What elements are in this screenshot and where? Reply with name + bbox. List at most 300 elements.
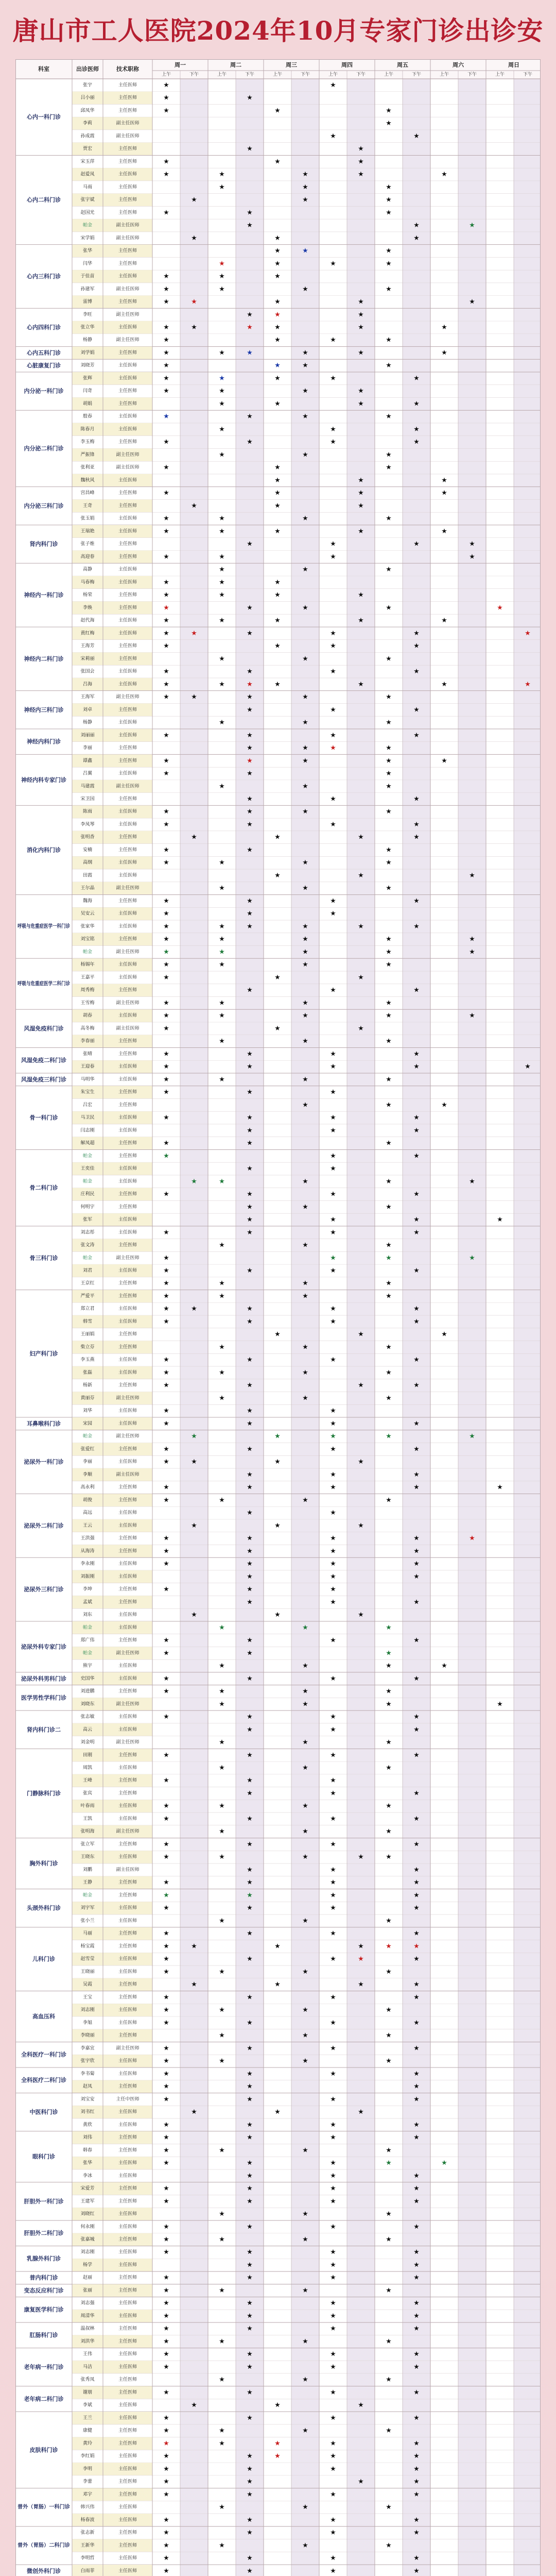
clinic-star: ★ [302,719,308,727]
clinic-star: ★ [386,260,392,268]
clinic-star: ★ [386,2503,392,2512]
doctor-rank: 主任医师 [118,197,137,203]
clinic-star: ★ [386,2146,392,2155]
clinic-star: ★ [247,1165,253,1173]
clinic-star: ★ [413,374,420,382]
clinic-star: ★ [330,2019,336,2027]
doctor-rank: 主任医师 [118,2504,137,2510]
doctor-name: 张宇斌 [80,197,95,203]
clinic-star: ★ [413,1815,420,1823]
clinic-star: ★ [163,1534,169,1543]
clinic-star: ★ [302,1279,308,1287]
clinic-star: ★ [386,770,392,778]
clinic-star: ★ [163,770,169,778]
doctor-name: 杨静 [82,720,93,725]
clinic-star: ★ [274,2452,281,2461]
clinic-star: ★ [219,2503,225,2512]
header-day: 周三 [286,61,297,69]
doctor-rank: 主任医师 [118,376,137,381]
dept-label: 呼吸与危重症医学一科门诊 [18,923,79,929]
clinic-star: ★ [163,1547,169,1555]
clinic-star: ★ [441,476,447,484]
clinic-star: ★ [302,2006,308,2014]
doctor-rank: 主任医师 [118,1994,137,2000]
clinic-star: ★ [497,1700,503,1708]
dept-label: 神经内科专家门诊 [21,776,66,784]
clinic-star: ★ [302,1687,308,1696]
doctor-rank: 主任医师 [118,2517,137,2523]
clinic-star: ★ [274,973,281,981]
clinic-star: ★ [247,2529,253,2537]
doctor-rank: 主任医师 [118,1230,137,1235]
doctor-rank: 主任医师 [118,2211,137,2217]
dept-label: 全科医疗二科门诊 [21,2077,66,2084]
clinic-star: ★ [386,948,392,956]
clinic-star: ★ [163,1483,169,1492]
clinic-star: ★ [274,578,281,586]
clinic-star: ★ [358,1330,364,1338]
doctor-rank: 主任医师 [118,1905,137,1911]
dept-label: 泌尿外科男科门诊 [21,1675,66,1682]
doctor-name: 张华 [82,248,93,254]
doctor-name: 王兰 [82,2415,93,2421]
clinic-star: ★ [247,1955,253,1963]
clinic-star: ★ [219,527,225,535]
doctor-rank: 副主任医师 [116,312,140,317]
clinic-star: ★ [163,1713,169,1721]
header-pm: 下午 [467,72,477,77]
clinic-star: ★ [302,1968,308,1976]
clinic-star: ★ [247,2350,253,2359]
doctor-name: 帕金 [82,1179,93,1184]
clinic-star: ★ [386,935,392,943]
clinic-star: ★ [386,2057,392,2065]
doctor-rank: 主任医师 [118,1510,137,1516]
clinic-star: ★ [274,464,281,472]
doctor-rank: 主任医师 [118,325,137,330]
dept-label: 门静脉科门诊 [27,1790,61,1797]
clinic-star: ★ [413,2223,420,2231]
dept-label: 老年病一科门诊 [24,2363,64,2370]
clinic-star: ★ [302,744,308,752]
doctor-name: 马洁 [82,2364,93,2370]
clinic-star: ★ [274,336,281,344]
doctor-name: 温叔林 [80,2326,95,2332]
clinic-star: ★ [163,2248,169,2257]
clinic-star: ★ [441,1330,447,1338]
doctor-rank: 主任医师 [118,1281,137,1286]
clinic-star: ★ [274,871,281,879]
clinic-star: ★ [302,1394,308,1402]
doctor-rank: 主任医师 [118,1179,137,1184]
doctor-name: 叶春雨 [80,1803,95,1809]
dept-label: 泌尿外科专家门诊 [21,1643,66,1650]
doctor-name: 帕金 [82,1650,93,1656]
clinic-star: ★ [413,2172,420,2180]
clinic-star: ★ [163,94,169,102]
doctor-rank: 主任医师 [118,1217,137,1223]
doctor-name: 赵爱凤 [80,172,95,177]
clinic-star: ★ [247,2197,253,2206]
clinic-star: ★ [191,1611,197,1619]
clinic-star: ★ [163,158,169,166]
doctor-rank: 副主任医师 [116,1650,140,1656]
header-pm: 下午 [523,72,533,77]
clinic-star: ★ [163,2082,169,2091]
clinic-star: ★ [413,2095,420,2104]
clinic-star: ★ [386,2337,392,2346]
clinic-star: ★ [247,1139,253,1147]
doctor-name: 吕翼 [82,771,93,776]
clinic-star: ★ [302,961,308,969]
doctor-name: 杨静 [82,337,93,343]
clinic-star: ★ [386,1968,392,1976]
clinic-star: ★ [358,298,364,306]
clinic-star: ★ [358,973,364,981]
doctor-rank: 主任医师 [118,2300,137,2306]
clinic-star: ★ [163,2070,169,2078]
doctor-name: 马明华 [80,1077,95,1082]
clinic-star: ★ [386,1037,392,1045]
doctor-name: 张宇欣 [80,2058,95,2064]
clinic-star: ★ [413,400,420,408]
clinic-star: ★ [413,1126,420,1134]
clinic-star: ★ [163,922,169,930]
clinic-star: ★ [163,1317,169,1326]
clinic-star: ★ [413,2388,420,2397]
doctor-rank: 主任医师 [118,873,137,878]
dept-label: 泌尿外三科门诊 [24,1586,64,1593]
clinic-star: ★ [302,1101,308,1109]
clinic-star: ★ [330,2490,336,2499]
doctor-rank: 主任医师 [118,1192,137,1197]
clinic-star: ★ [413,2312,420,2320]
doctor-rank: 主任医师 [118,1880,137,1886]
clinic-star: ★ [413,1560,420,1568]
doctor-name: 张丽 [82,2287,93,2293]
doctor-name: 吴安云 [80,911,95,917]
clinic-star: ★ [413,986,420,994]
clinic-star: ★ [191,1305,197,1313]
dept-label: 妇产科门诊 [29,1350,58,1357]
doctor-name: 宋玉萍 [80,159,95,164]
clinic-star: ★ [247,731,253,739]
clinic-star: ★ [386,464,392,472]
clinic-star: ★ [441,349,447,357]
doctor-rank: 主任医师 [118,2033,137,2039]
dept-label: 中医科门诊 [29,2109,58,2116]
doctor-rank: 主任医师 [118,1778,137,1784]
doctor-rank: 主任医师 [118,2326,137,2332]
clinic-star: ★ [247,2019,253,2027]
doctor-name: 安楠 [82,847,93,853]
doctor-rank: 主任医师 [118,1892,137,1898]
clinic-star: ★ [386,183,392,191]
doctor-rank: 主任医师 [118,427,137,432]
clinic-star: ★ [163,2057,169,2065]
doctor-name: 刘书红 [80,2109,95,2115]
clinic-star: ★ [330,2248,336,2257]
clinic-star: ★ [247,540,253,548]
doctor-name: 王凯 [82,1816,93,1822]
doctor-rank: 主任医师 [118,1077,137,1082]
clinic-star: ★ [247,1674,253,1683]
clinic-star: ★ [247,820,253,828]
doctor-rank: 副主任医师 [116,452,140,457]
clinic-star: ★ [163,2121,169,2129]
clinic-star: ★ [469,553,475,561]
clinic-star: ★ [302,604,308,612]
clinic-star: ★ [219,2427,225,2435]
clinic-star: ★ [413,1840,420,1849]
clinic-star: ★ [274,107,281,115]
doctor-name: 李顺 [82,1472,93,1478]
clinic-star: ★ [302,2031,308,2040]
clinic-star: ★ [330,2261,336,2269]
clinic-star: ★ [330,1407,336,1415]
doctor-name: 张宇 [82,82,93,88]
clinic-star: ★ [469,1012,475,1020]
clinic-star: ★ [219,2146,225,2155]
doctor-rank: 主任医师 [118,2122,137,2128]
doctor-name: 韩春 [82,2147,93,2153]
doctor-rank: 主任医师 [118,847,137,853]
clinic-star: ★ [219,1917,225,1925]
doctor-name: 刘华 [82,1408,93,1414]
doctor-name: 白雨菲 [80,2568,95,2574]
clinic-star: ★ [302,2376,308,2384]
doctor-name: 孟斌 [82,1599,93,1605]
doctor-rank: 主任医师 [118,261,137,266]
clinic-star: ★ [386,1075,392,1083]
clinic-star: ★ [247,1228,253,1236]
doctor-name: 王丽娟 [80,1332,95,1337]
doctor-name: 帕金 [82,949,93,955]
doctor-rank: 主任医师 [118,2109,137,2115]
clinic-star: ★ [413,1445,420,1453]
dept-label: 皮肤科门诊 [29,2446,58,2453]
doctor-name: 李明 [82,2466,93,2472]
clinic-star: ★ [302,183,308,191]
clinic-star: ★ [441,2159,447,2167]
clinic-star: ★ [247,770,253,778]
clinic-star: ★ [386,1254,392,1262]
doctor-rank: 主任医师 [118,2084,137,2090]
doctor-rank: 主任医师 [118,911,137,917]
clinic-star: ★ [163,1381,169,1389]
clinic-star: ★ [330,2133,336,2142]
clinic-star: ★ [163,2516,169,2524]
clinic-star: ★ [274,617,281,625]
clinic-star: ★ [413,234,420,242]
doctor-rank: 主任医师 [118,1574,137,1580]
clinic-star: ★ [163,1904,169,1912]
clinic-star: ★ [386,1496,392,1504]
clinic-star: ★ [330,2223,336,2231]
clinic-star: ★ [469,1254,475,1262]
clinic-star: ★ [330,2121,336,2129]
doctor-rank: 主任医师 [118,2071,137,2077]
clinic-star: ★ [247,2363,253,2371]
clinic-star: ★ [413,1993,420,2002]
doctor-name: 帕金 [82,1255,93,1261]
clinic-star: ★ [219,451,225,459]
doctor-name: 张辉 [82,376,93,381]
clinic-star: ★ [219,961,225,969]
clinic-star: ★ [330,1585,336,1594]
clinic-star: ★ [386,413,392,421]
clinic-star: ★ [163,1279,169,1287]
clinic-star: ★ [163,1063,169,1071]
clinic-star: ★ [413,1547,420,1555]
doctor-rank: 主任医师 [118,1497,137,1503]
doctor-name: 吕海 [82,682,93,687]
clinic-star: ★ [163,1024,169,1032]
doctor-name: 李冰 [82,2173,93,2179]
clinic-star: ★ [163,2286,169,2295]
clinic-star: ★ [163,2363,169,2371]
clinic-star: ★ [274,1942,281,1951]
clinic-star: ★ [247,1789,253,1798]
doctor-name: 王洪强 [80,1536,95,1541]
clinic-star: ★ [358,1853,364,1861]
dept-label: 普内科门诊 [29,2274,58,2281]
clinic-star: ★ [274,2439,281,2448]
dept-label: 骨二科门诊 [29,1184,58,1192]
clinic-star: ★ [330,2363,336,2371]
doctor-rank: 主任医师 [118,541,137,547]
clinic-star: ★ [247,1560,253,1568]
doctor-rank: 主任医师 [118,1306,137,1312]
clinic-star: ★ [413,2516,420,2524]
doctor-name: 胡娟 [82,401,93,406]
clinic-star: ★ [163,2414,169,2422]
clinic-star: ★ [163,1891,169,1900]
clinic-star: ★ [302,2541,308,2550]
clinic-star: ★ [247,1483,253,1492]
clinic-star: ★ [386,515,392,523]
clinic-star: ★ [191,2401,197,2410]
dept-label: 肾内科门诊 [29,540,58,548]
clinic-star: ★ [358,476,364,484]
doctor-rank: 副主任医师 [116,465,140,470]
clinic-star: ★ [330,438,336,446]
clinic-star: ★ [386,1853,392,1861]
dept-label: 内分泌三科门诊 [24,502,64,510]
clinic-star: ★ [163,617,169,625]
clinic-star: ★ [330,1470,336,1479]
clinic-star: ★ [191,1432,197,1440]
clinic-star: ★ [163,680,169,688]
clinic-star: ★ [163,2184,169,2193]
clinic-star: ★ [247,1305,253,1313]
clinic-star: ★ [413,425,420,433]
clinic-star: ★ [302,1827,308,1836]
doctor-name: 刘鹏 [82,1867,93,1873]
doctor-rank: 副主任医师 [116,223,140,228]
clinic-star: ★ [219,719,225,727]
doctor-name: 李红娟 [80,2453,95,2459]
header-am: 上午 [161,72,171,77]
doctor-rank: 主任医师 [118,1446,137,1452]
doctor-rank: 主任医师 [118,350,137,355]
clinic-star: ★ [441,617,447,625]
doctor-name: 帕金 [82,1153,93,1159]
doctor-name: 何明宇 [80,1204,95,1210]
clinic-star: ★ [163,1292,169,1300]
doctor-name: 解凤超 [80,1141,95,1146]
clinic-star: ★ [302,808,308,816]
doctor-rank: 主任医师 [118,2313,137,2319]
clinic-star: ★ [163,298,169,306]
clinic-star: ★ [247,1445,253,1453]
doctor-rank: 主任医师 [118,988,137,993]
doctor-rank: 主任医师 [118,745,137,751]
clinic-star: ★ [330,1866,336,1874]
clinic-star: ★ [247,94,253,102]
doctor-name: 胡春 [82,1013,93,1019]
clinic-star: ★ [191,1458,197,1466]
header-day: 周日 [508,61,519,69]
clinic-star: ★ [386,1177,392,1185]
clinic-star: ★ [219,1968,225,1976]
doctor-name: 张明海 [80,1829,95,1835]
doctor-rank: 主任医师 [118,1752,137,1758]
doctor-name: 帕金 [82,1625,93,1631]
clinic-star: ★ [163,1840,169,1849]
clinic-star: ★ [247,2388,253,2397]
doctor-rank: 主任医师 [118,146,137,152]
clinic-star: ★ [274,247,281,255]
clinic-star: ★ [302,387,308,395]
clinic-star: ★ [247,2299,253,2308]
dept-label: 肛肠科门诊 [29,2332,58,2339]
doctor-name: 闫华 [82,261,93,266]
clinic-star: ★ [386,196,392,204]
clinic-star: ★ [163,1075,169,1083]
clinic-star: ★ [163,2388,169,2397]
doctor-name: 马雨 [82,184,93,190]
clinic-star: ★ [247,2261,253,2269]
doctor-rank: 主任医师 [118,592,137,598]
clinic-star: ★ [219,2439,225,2448]
clinic-star: ★ [441,680,447,688]
clinic-star: ★ [302,1012,308,1020]
clinic-star: ★ [163,2312,169,2320]
clinic-star: ★ [441,171,447,179]
page-title: 唐山市工人医院2024年10月专家门诊出诊安 [12,15,544,46]
clinic-star: ★ [163,757,169,765]
clinic-star: ★ [247,349,253,357]
clinic-star: ★ [247,1815,253,1823]
clinic-star: ★ [386,1368,392,1377]
doctor-name: 宋园 [82,1421,93,1427]
doctor-rank: 主任医师 [118,1421,137,1427]
clinic-star: ★ [330,2529,336,2537]
header-day: 周五 [397,61,408,69]
clinic-star: ★ [386,1802,392,1810]
doctor-name: 刘宝铭 [80,937,95,942]
clinic-star: ★ [247,1470,253,1479]
clinic-star: ★ [163,2478,169,2486]
clinic-star: ★ [386,782,392,790]
doctor-rank: 主任医师 [118,835,137,840]
doctor-rank: 主任医师 [118,503,137,509]
doctor-rank: 副主任医师 [116,1255,140,1261]
clinic-star: ★ [358,2478,364,2486]
clinic-star: ★ [302,1738,308,1747]
clinic-star: ★ [330,1267,336,1275]
